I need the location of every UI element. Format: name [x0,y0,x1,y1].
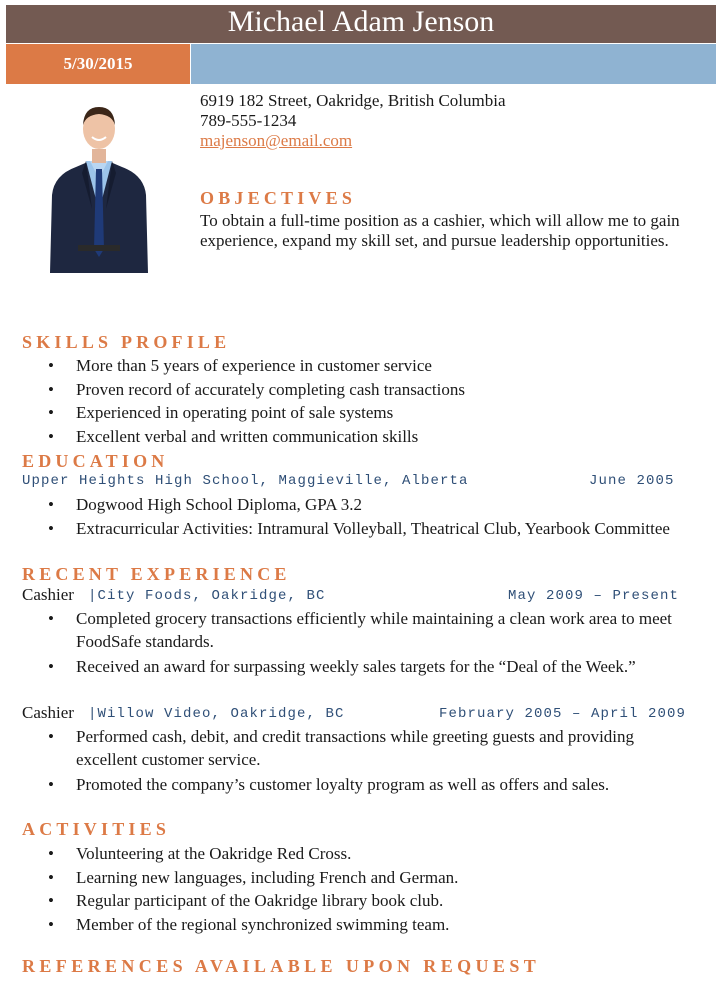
profile-photo [46,99,152,273]
job-duty-item: • Promoted the company’s customer loyalty program as well as offers and sales. [48,773,688,796]
activities-heading: ACTIVITIES [22,819,171,839]
school-name: Upper Heights High School, Maggieville, Alberta [22,473,469,489]
education-item: • Dogwood High School Diploma, GPA 3.2 [48,493,688,517]
job-title: Cashier [22,585,74,604]
phone-number: 789-555-1234 [200,111,297,130]
job-dates: May 2009 – Present [508,588,680,604]
activity-item: • Regular participant of the Oakridge library book club. [48,889,688,913]
job-company: |Willow Video, Oakridge, BC [88,706,345,722]
skill-item: • Excellent verbal and written communication skills [48,425,688,449]
experience-heading: RECENT EXPERIENCE [22,564,291,584]
job-title: Cashier [22,703,74,722]
job-duties-list [48,725,688,798]
email-link[interactable]: majenson@email.com [200,131,353,150]
activity-item: • Volunteering at the Oakridge Red Cross. [48,842,688,866]
skills-list [48,354,688,448]
job-duty-item: • Performed cash, debit, and credit transactions while greeting guests and providing excellent customer service. [48,725,688,771]
address: 6919 182 Street, Oakridge, British Columbia [200,91,506,110]
education-heading: EDUCATION [22,451,169,471]
job-dates: February 2005 – April 2009 [439,706,687,722]
job-duty-item: • Received an award for surpassing weekly sales targets for the “Deal of the Week.” [48,655,688,678]
skill-item: • Proven record of accurately completing cash transactions [48,378,688,402]
accent-banner [191,44,716,84]
education-item: • Extracurricular Activities: Intramural Volleyball, Theatrical Club, Yearbook Committee [48,517,688,541]
job-duties-list [48,607,688,680]
candidate-name: Michael Adam Jenson [227,5,495,38]
skill-item: • Experienced in operating point of sale systems [48,401,688,425]
objectives-text: To obtain a full-time position as a cashier, which will allow me to gain experience, expand my skill set, and pursue leadership opportunities. [200,211,680,250]
activities-list [48,842,688,936]
skill-item: • More than 5 years of experience in customer service [48,354,688,378]
objectives-heading: OBJECTIVES [200,188,357,208]
education-list [48,493,688,540]
activity-item: • Member of the regional synchronized swimming team. [48,913,688,937]
job-duty-item: • Completed grocery transactions efficiently while maintaining a clean work area to meet FoodSafe standards. [48,607,688,653]
job-company: |City Foods, Oakridge, BC [88,588,326,604]
resume-date: 5/30/2015 [63,54,133,73]
activity-item: • Learning new languages, including French and German. [48,866,688,890]
skills-heading: SKILLS PROFILE [22,332,231,352]
references-note: REFERENCES AVAILABLE UPON REQUEST [22,956,541,976]
education-date: June 2005 [589,473,675,489]
